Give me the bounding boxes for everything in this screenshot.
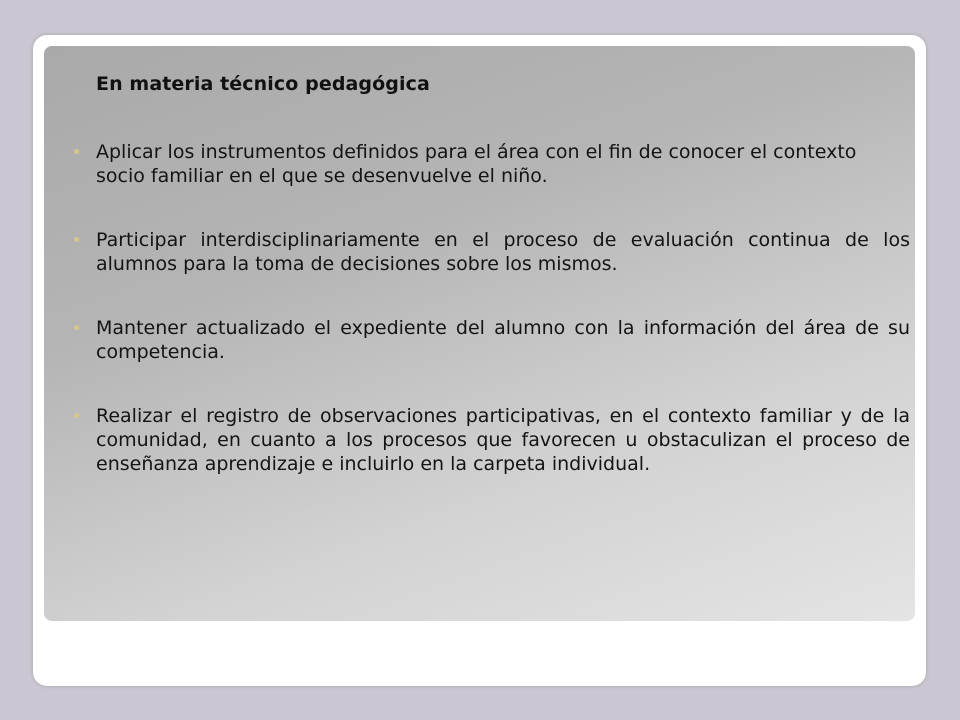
- bullet-list: [74, 140, 910, 516]
- bullet-text: Participar interdisciplinariamente en el proceso de evaluación continua de los alumnos para la toma de decisiones sobre los mismos.: [96, 229, 910, 275]
- bullet-item: [74, 404, 910, 476]
- slide-heading: En materia técnico pedagógica: [96, 73, 430, 95]
- bullet-text: Mantener actualizado el expediente del alumno con la información del área de su competencia.: [96, 317, 910, 363]
- bullet-item: [74, 228, 910, 276]
- bullet-item: [74, 140, 910, 188]
- bullet-item: [74, 316, 910, 364]
- bullet-marker-icon: [74, 325, 79, 330]
- bullet-marker-icon: [74, 237, 79, 242]
- bullet-marker-icon: [74, 149, 79, 154]
- bullet-marker-icon: [74, 413, 79, 418]
- bullet-text: Aplicar los instrumentos definidos para el área con el fin de conocer el contexto socio familiar en el que se desenvuelve el niño.: [96, 141, 857, 187]
- bullet-text: Realizar el registro de observaciones participativas, en el contexto familiar y de la comunidad, en cuanto a los procesos que favorecen u obstaculizan el proceso de enseñanza aprendizaje e incluirlo en la carpeta individual.: [96, 405, 910, 475]
- content-panel: [44, 46, 915, 621]
- slide-frame: [33, 35, 926, 686]
